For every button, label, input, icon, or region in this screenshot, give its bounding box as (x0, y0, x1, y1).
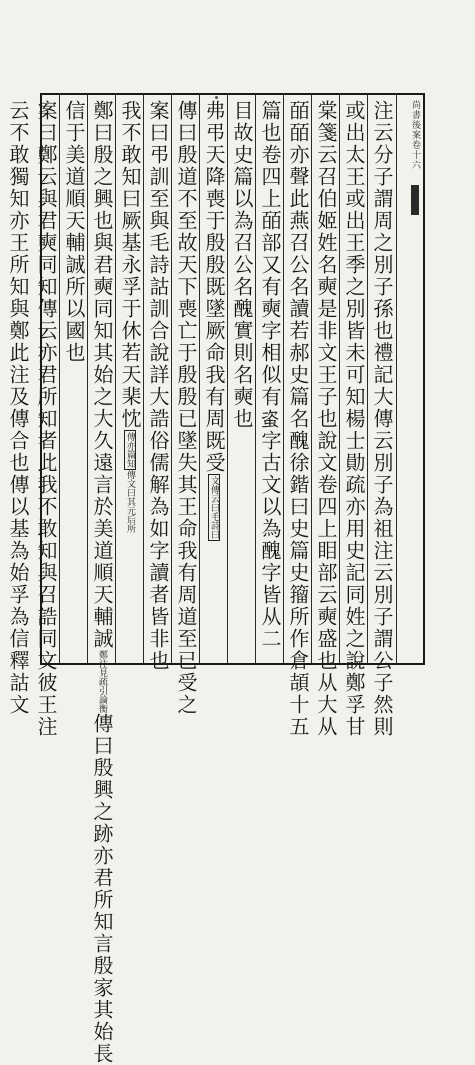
inline-note: 文傳云曰毛詩曰 (209, 476, 219, 539)
inline-note: 傳文曰其元后所 (125, 470, 135, 533)
text-column-2: 或出太王或出王季之別皆未可知楊士勛疏亦用史記同姓之說鄭孚甘 (342, 100, 366, 738)
text-column-14: 云不敢獨知亦王所知與鄭此注及傳合也傳以基為始孚為信釋詁文 (6, 100, 30, 716)
text-column-8: 傳曰殷道不至故天下喪亡于殷殷已墜失其王命我有周道至已受之 (174, 100, 198, 716)
inline-note-main: 傳曰殷興之跡亦君所知言殷家其始長 (90, 713, 114, 1065)
inline-note: 鄭注見疏引論衡 (97, 650, 107, 713)
text-column-3: 棠箋云召伯姬姓名奭是非文王子也說文卷四上䀠部云奭盛也从大从 (314, 100, 338, 738)
running-header (400, 100, 422, 220)
header-label: 尚書後案卷十六 (410, 100, 420, 170)
text-column-13: 案曰鄭云與君奭同知傳云亦君所知者此我不敢知與召誥同文彼王注 (34, 100, 58, 738)
inline-note: 傳亦篇知 (125, 432, 135, 468)
text-column-1: 注云分子謂周之別子孫也禮記大傳云別子為祖注云別子謂公子然則 (370, 100, 394, 738)
header-block (411, 185, 419, 215)
text-column-5: 篇也卷四上皕部又有奭字相似有𧊒字古文以為醜字皆从二 (258, 100, 282, 650)
text-column-4: 皕皕亦聲此燕召公名讀若郝史篇名醜徐鍇曰史篇史籀所作倉頡十五 (286, 100, 310, 738)
text-column-6: 目故史篇以為召公名醜實則名奭也 (230, 100, 254, 430)
text-column-9: 案曰弔訓至與毛詩詁訓合說詳大誥俗儒解為如字讀者皆非也 (146, 100, 170, 672)
text-column-11: 鄭曰殷之興也與君奭同知其始之大久遠言於美道順天輔誠鄭注見疏引論衡傳曰殷興之跡亦君所知言殷家其始長 (90, 100, 114, 1065)
text-column-7: 弗弔天降喪于殷殷既墜厥命我有周既受文傳云曰毛詩曰 (202, 100, 226, 539)
ink-speck (215, 96, 218, 99)
text-column-12: 信于美道順天輔誠所以國也 (62, 100, 86, 364)
text-column-10: 我不敢知曰厥基永孚于休若天棐忱傳亦篇知傳文曰其元后所 (118, 100, 142, 533)
column-rule (396, 95, 397, 663)
